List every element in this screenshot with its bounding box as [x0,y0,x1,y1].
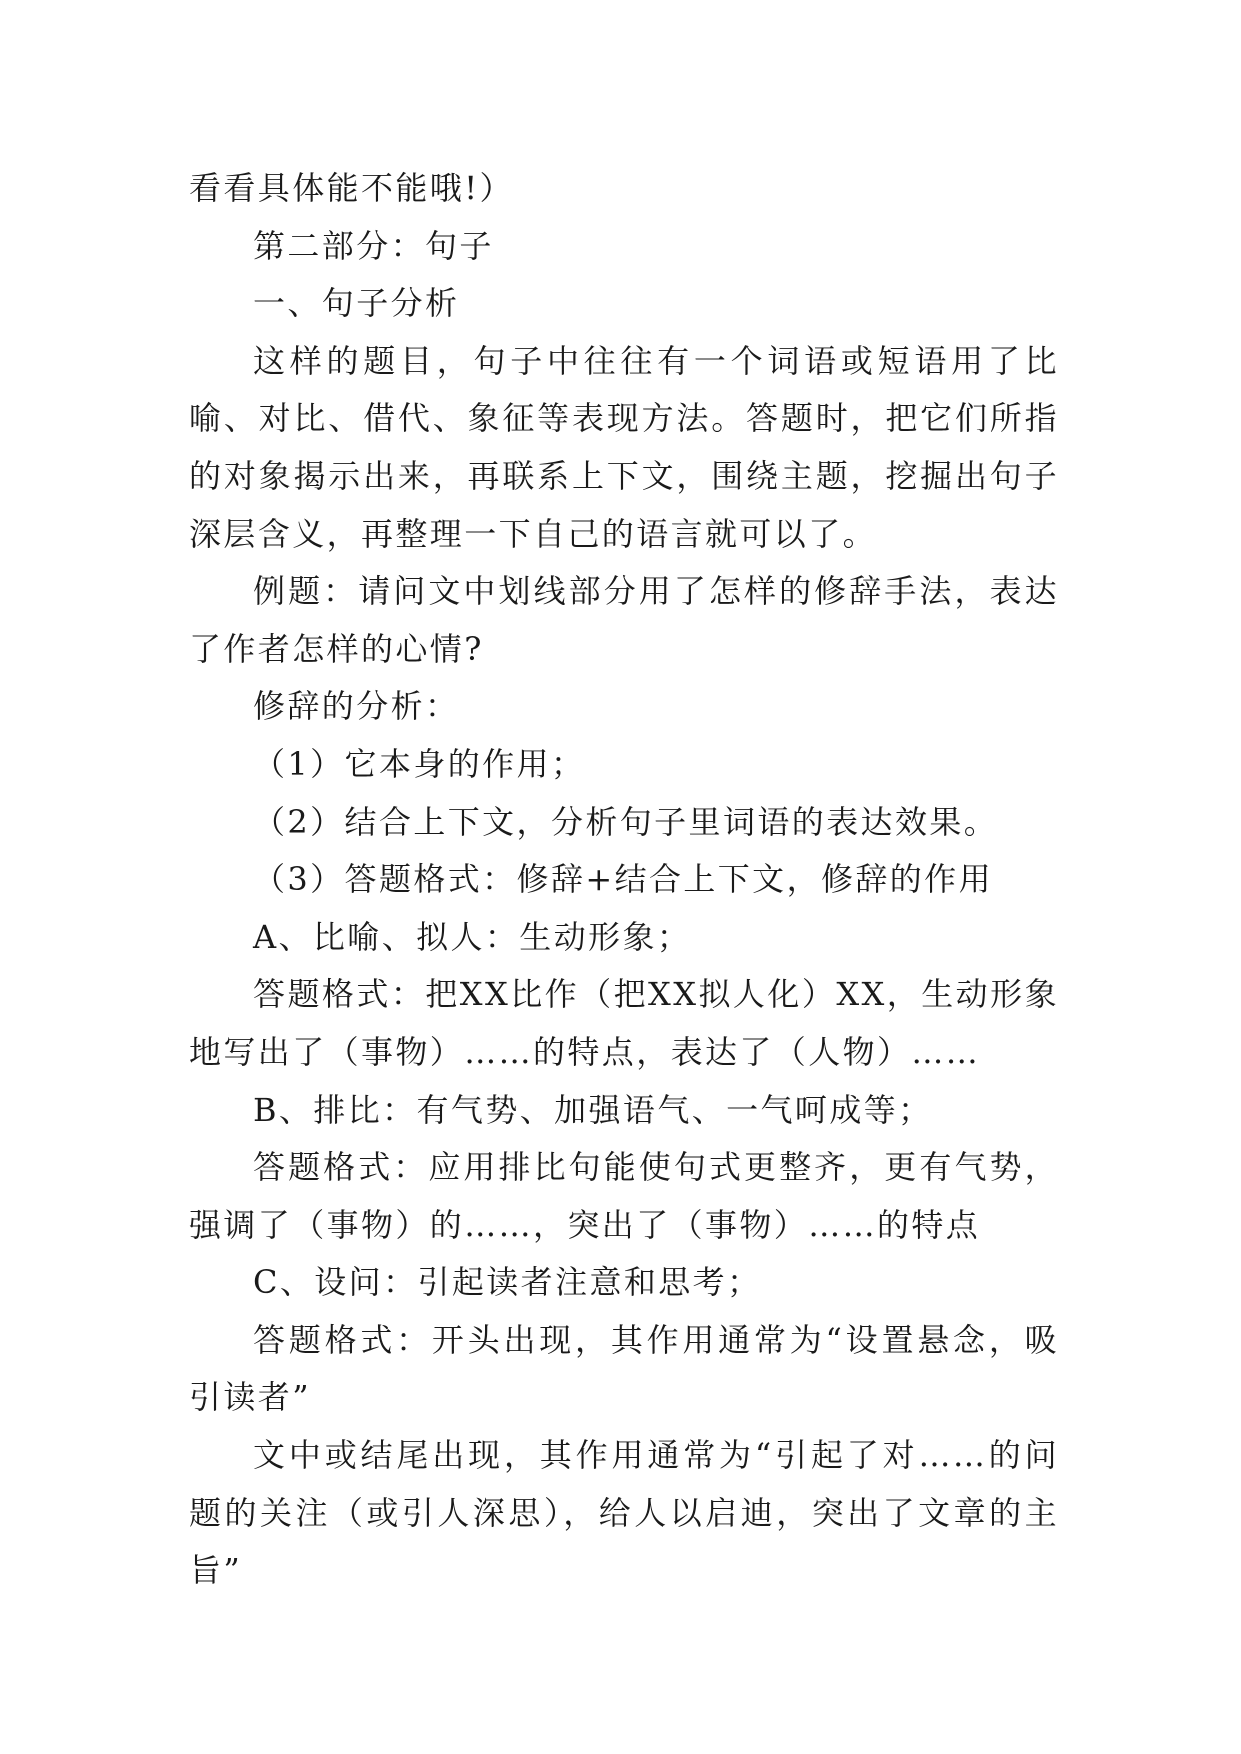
rhetoric-type: C、设问：引起读者注意和思考； [253,1263,762,1302]
paragraph: 这样的题目，句子中往往有一个词语或短语用了比喻、对比、借代、象征等表现方法。答题时，把它们所指的对象揭示出来，再联系上下文，围绕主题，挖掘出句子深层含义，再整理一下自己的语言就可以了。 [189,341,1059,553]
paragraph-continuation: 看看具体能不能哦!） [189,169,514,207]
section-heading: 第二部分：句子 [253,226,494,265]
rhetoric-type: A、比喻、拟人：生动形象； [253,917,692,956]
rhetoric-type: B、排比：有气势、加强语气、一气呵成等； [253,1090,933,1129]
answer-format: 答题格式：应用排比句能使句式更整齐，更有气势，强调了（事物）的……，突出了（事物）……的特点 [189,1148,1059,1244]
subsection-heading: 一、句子分析 [253,284,460,323]
document-body [189,160,1059,1600]
list-item: （1）它本身的作用； [253,744,586,783]
paragraph: 文中或结尾出现，其作用通常为“引起了对……的问题的关注（或引人深思），给人以启迪，突出了文章的主旨” [189,1436,1059,1590]
answer-format: 答题格式：把XX比作（把XX拟人化）XX，生动形象地写出了（事物）……的特点，表达了（人物）…… [189,975,1059,1071]
list-item: （2）结合上下文，分析句子里词语的表达效果。 [253,802,999,841]
paragraph: 修辞的分析： [253,687,460,726]
example-question: 例题：请问文中划线部分用了怎样的修辞手法，表达了作者怎样的心情? [189,572,1059,668]
answer-format: 答题格式：开头出现，其作用通常为“设置悬念，吸引读者” [189,1320,1059,1417]
list-item: （3）答题格式：修辞+结合上下文，修辞的作用 [253,860,993,899]
